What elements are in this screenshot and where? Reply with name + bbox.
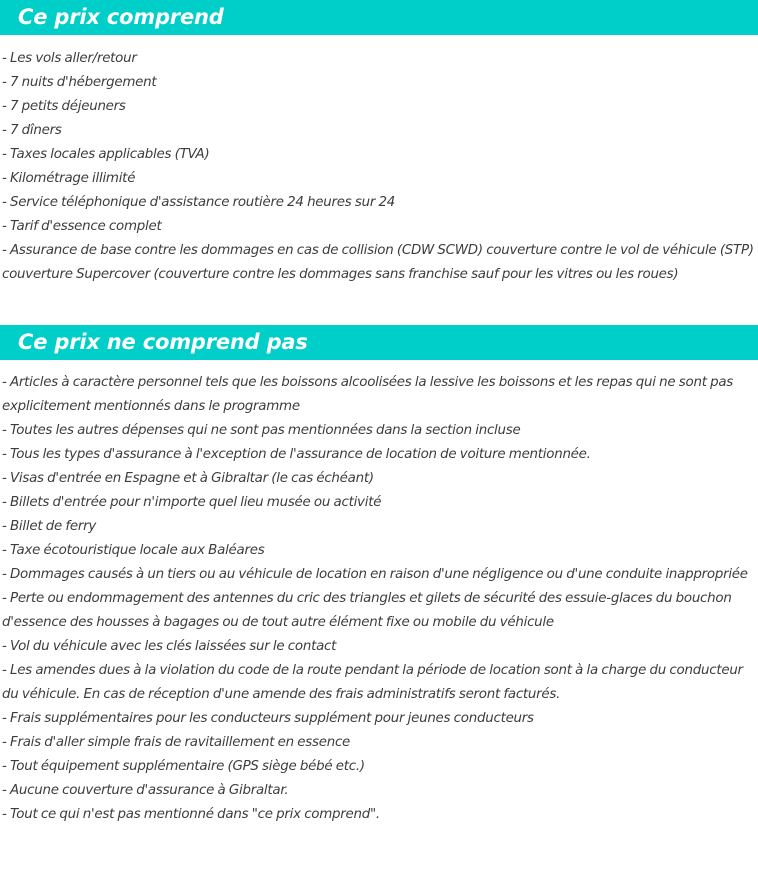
list-item: - Tout équipement supplémentaire (GPS siège bébé etc.) xyxy=(2,759,365,774)
list-item: - Tout ce qui n'est pas mentionné dans "ce prix comprend". xyxy=(2,807,380,822)
section-gap xyxy=(0,287,758,325)
list-item: - Taxes locales applicables (TVA) xyxy=(2,147,210,162)
section-header-excluded: Ce prix ne comprend pas xyxy=(0,325,758,360)
list-item: - Tarif d'essence complet xyxy=(2,219,162,234)
section-price-excluded xyxy=(0,325,758,827)
list-item: - Frais d'aller simple frais de ravitaillement en essence xyxy=(2,735,351,750)
list-item: - Aucune couverture d'assurance à Gibraltar. xyxy=(2,783,289,798)
section-body-excluded xyxy=(0,360,758,827)
list-item: - 7 petits déjeuners xyxy=(2,99,126,114)
list-item: - Dommages causés à un tiers ou au véhicule de location en raison d'une négligence ou d'une conduite inappropriée xyxy=(2,567,748,582)
list-item: - Vol du véhicule avec les clés laissées sur le contact xyxy=(2,639,337,654)
list-item: - Toutes les autres dépenses qui ne sont pas mentionnées dans la section incluse xyxy=(2,423,521,438)
list-item: - 7 nuits d'hébergement xyxy=(2,75,157,90)
list-item: - Tous les types d'assurance à l'exception de l'assurance de location de voiture mentionnée. xyxy=(2,447,591,462)
list-item: - Les amendes dues à la violation du code de la route pendant la période de location sont à la charge du conducteur du véhicule. En cas de réception d'une amende des frais administratifs seront facturés. xyxy=(2,663,743,702)
list-item: - Billet de ferry xyxy=(2,519,97,534)
list-item: - Taxe écotouristique locale aux Baléares xyxy=(2,543,265,558)
list-item: - 7 dîners xyxy=(2,123,62,138)
list-item: - Visas d'entrée en Espagne et à Gibraltar (le cas échéant) xyxy=(2,471,374,486)
section-body-included xyxy=(0,35,758,287)
list-item: - Assurance de base contre les dommages en cas de collision (CDW SCWD) couverture contre le vol de véhicule (STP) couverture Supercover (couverture contre les dommages sans franchise sauf pour les vitres ou les roues) xyxy=(2,243,754,282)
list-item: - Service téléphonique d'assistance routière 24 heures sur 24 xyxy=(2,195,396,210)
list-item: - Kilométrage illimité xyxy=(2,171,136,186)
section-price-included xyxy=(0,0,758,287)
list-item: - Articles à caractère personnel tels que les boissons alcoolisées la lessive les boissons et les repas qui ne sont pas explicitement mentionnés dans le programme xyxy=(2,375,734,414)
section-header-included: Ce prix comprend xyxy=(0,0,758,35)
list-item: - Billets d'entrée pour n'importe quel lieu musée ou activité xyxy=(2,495,382,510)
list-item: - Les vols aller/retour xyxy=(2,51,137,66)
list-item: - Frais supplémentaires pour les conducteurs supplément pour jeunes conducteurs xyxy=(2,711,534,726)
list-item: - Perte ou endommagement des antennes du cric des triangles et gilets de sécurité des essuie-glaces du bouchon d'essence des housses à bagages ou de tout autre élément fixe ou mobile du véhicule xyxy=(2,591,732,630)
